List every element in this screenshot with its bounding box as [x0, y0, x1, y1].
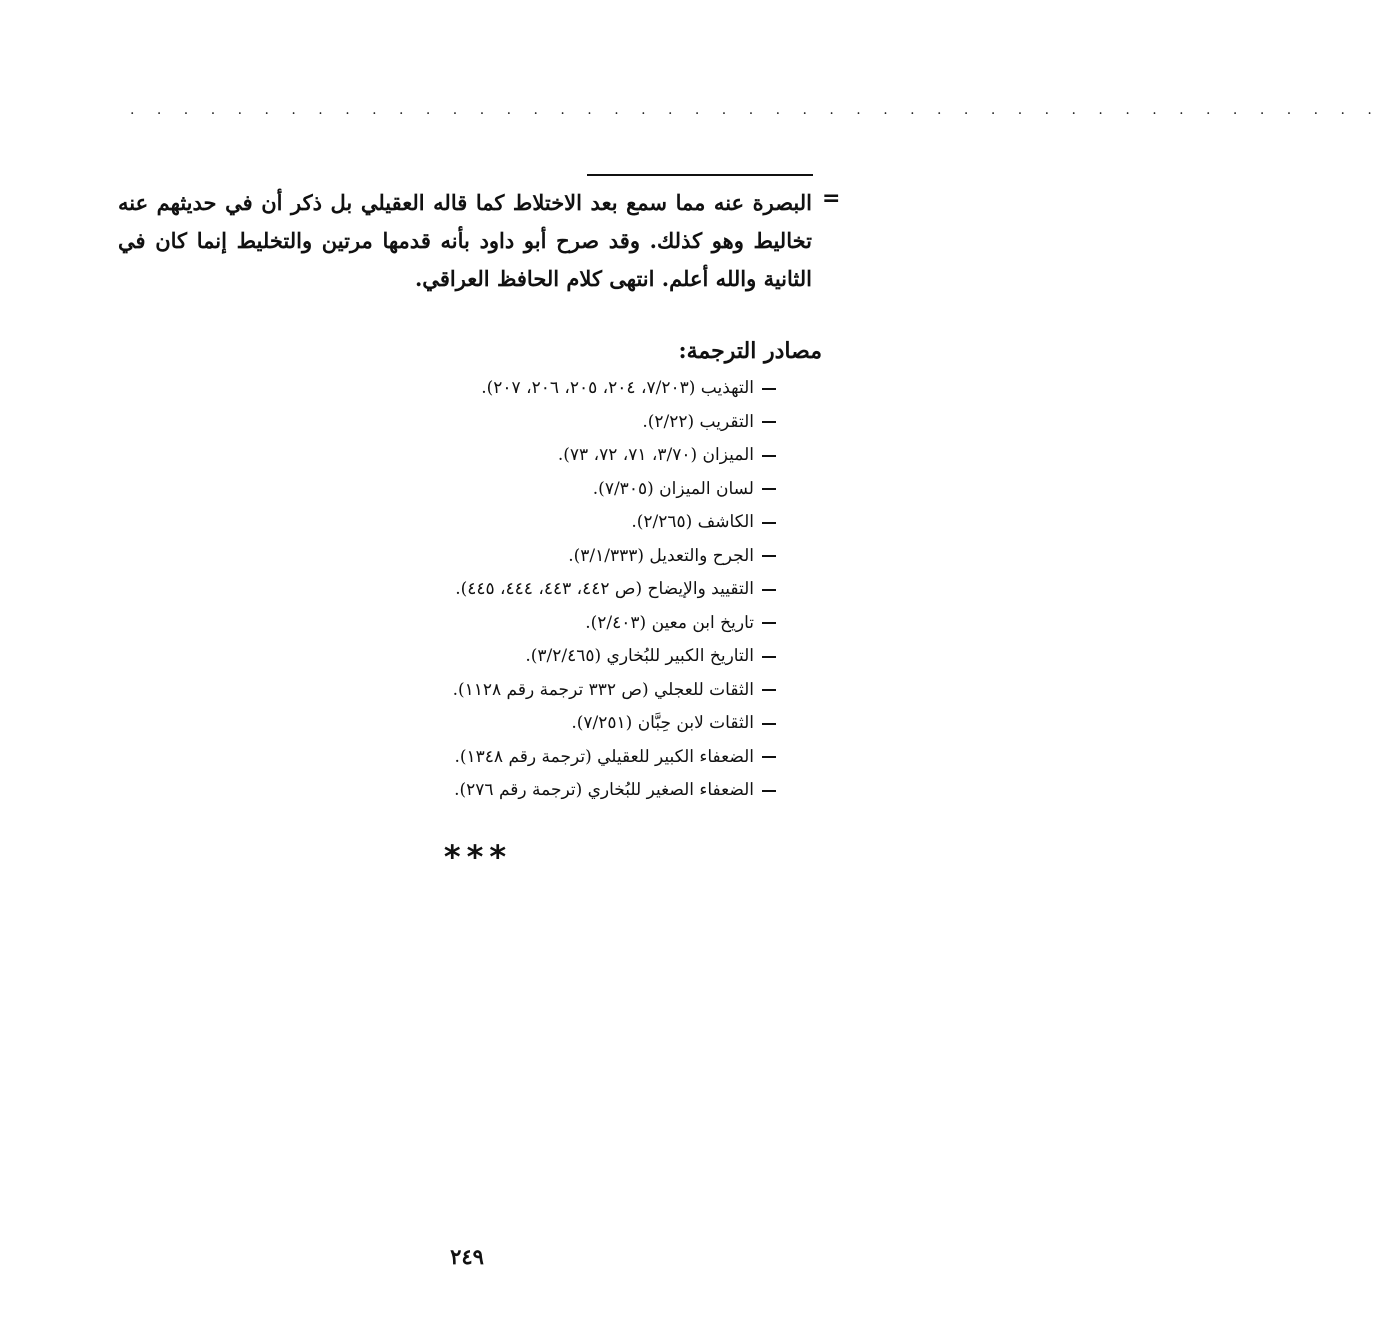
source-item	[296, 439, 776, 473]
dash-icon	[762, 455, 776, 457]
dash-icon	[762, 421, 776, 423]
dash-icon	[762, 622, 776, 624]
source-item	[296, 372, 776, 406]
source-item-text: تاريخ ابن معين (٢/٤٠٣).	[585, 612, 754, 633]
source-item	[296, 540, 776, 574]
source-item	[296, 741, 776, 775]
source-item-text: الثقات لابن حِبَّان (٧/٢٥١).	[571, 713, 754, 733]
dash-icon	[762, 522, 776, 524]
source-item-text: التاريخ الكبير للبُخاري (٣/٢/٤٦٥).	[525, 646, 754, 666]
dash-icon	[762, 488, 776, 490]
source-item-text: التقريب (٢/٢٢).	[642, 411, 754, 432]
dash-icon	[762, 656, 776, 658]
source-item-text: الثقات للعجلي (ص ٣٣٢ ترجمة رقم ١١٢٨).	[452, 679, 754, 700]
source-item-text: لسان الميزان (٧/٣٠٥).	[592, 478, 754, 499]
source-item	[296, 674, 776, 708]
footnote-text: البصرة عنه مما سمع بعد الاختلاط كما قاله العقيلي بل ذكر أن في حديثهم عنه تخاليط وهو كذلك. وقد صرح أبو داود بأنه قدمها مرتين والتخليط إنما كان في الثانية والله أعلم. انتهى كلام الحافظ العراقي.	[118, 190, 812, 291]
source-item	[296, 406, 776, 440]
source-item	[296, 506, 776, 540]
dash-icon	[762, 555, 776, 557]
section-end-stars: ***	[443, 838, 513, 876]
source-item-text: الكاشف (٢/٢٦٥).	[631, 512, 754, 532]
source-item-text: التهذيب (٧/٢٠٣، ٢٠٤، ٢٠٥، ٢٠٦، ٢٠٧).	[481, 378, 754, 398]
dash-icon	[762, 756, 776, 758]
sources-list	[296, 372, 776, 808]
source-item-text: الجرح والتعديل (٣/١/٣٣٣).	[568, 545, 754, 566]
page-number: ٢٤٩	[450, 1244, 484, 1269]
dash-icon	[762, 790, 776, 792]
source-item-text: الميزان (٣/٧٠، ٧١، ٧٢، ٧٣).	[557, 445, 754, 465]
source-item	[296, 607, 776, 641]
source-item	[296, 774, 776, 808]
dash-icon	[762, 589, 776, 591]
source-item	[296, 473, 776, 507]
dash-icon	[762, 723, 776, 725]
source-item-text: التقييد والإيضاح (ص ٤٤٢، ٤٤٣، ٤٤٤، ٤٤٥).	[455, 579, 754, 599]
dotted-separator: . . . . . . . . . . . . . . . . . . . . . . . . . . . . . . . . . . . . . . . . . . . . . . .	[130, 102, 1381, 118]
dash-icon	[762, 388, 776, 390]
source-item	[296, 573, 776, 607]
source-item	[296, 640, 776, 674]
source-item	[296, 707, 776, 741]
dash-icon	[762, 689, 776, 691]
footnote-continuation-mark: =	[822, 186, 841, 211]
sources-heading: مصادر الترجمة:	[678, 338, 822, 364]
footnote-rule	[587, 174, 813, 176]
source-item-text: الضعفاء الصغير للبُخاري (ترجمة رقم ٢٧٦).	[454, 780, 754, 800]
source-item-text: الضعفاء الكبير للعقيلي (ترجمة رقم ١٣٤٨).	[454, 746, 754, 767]
